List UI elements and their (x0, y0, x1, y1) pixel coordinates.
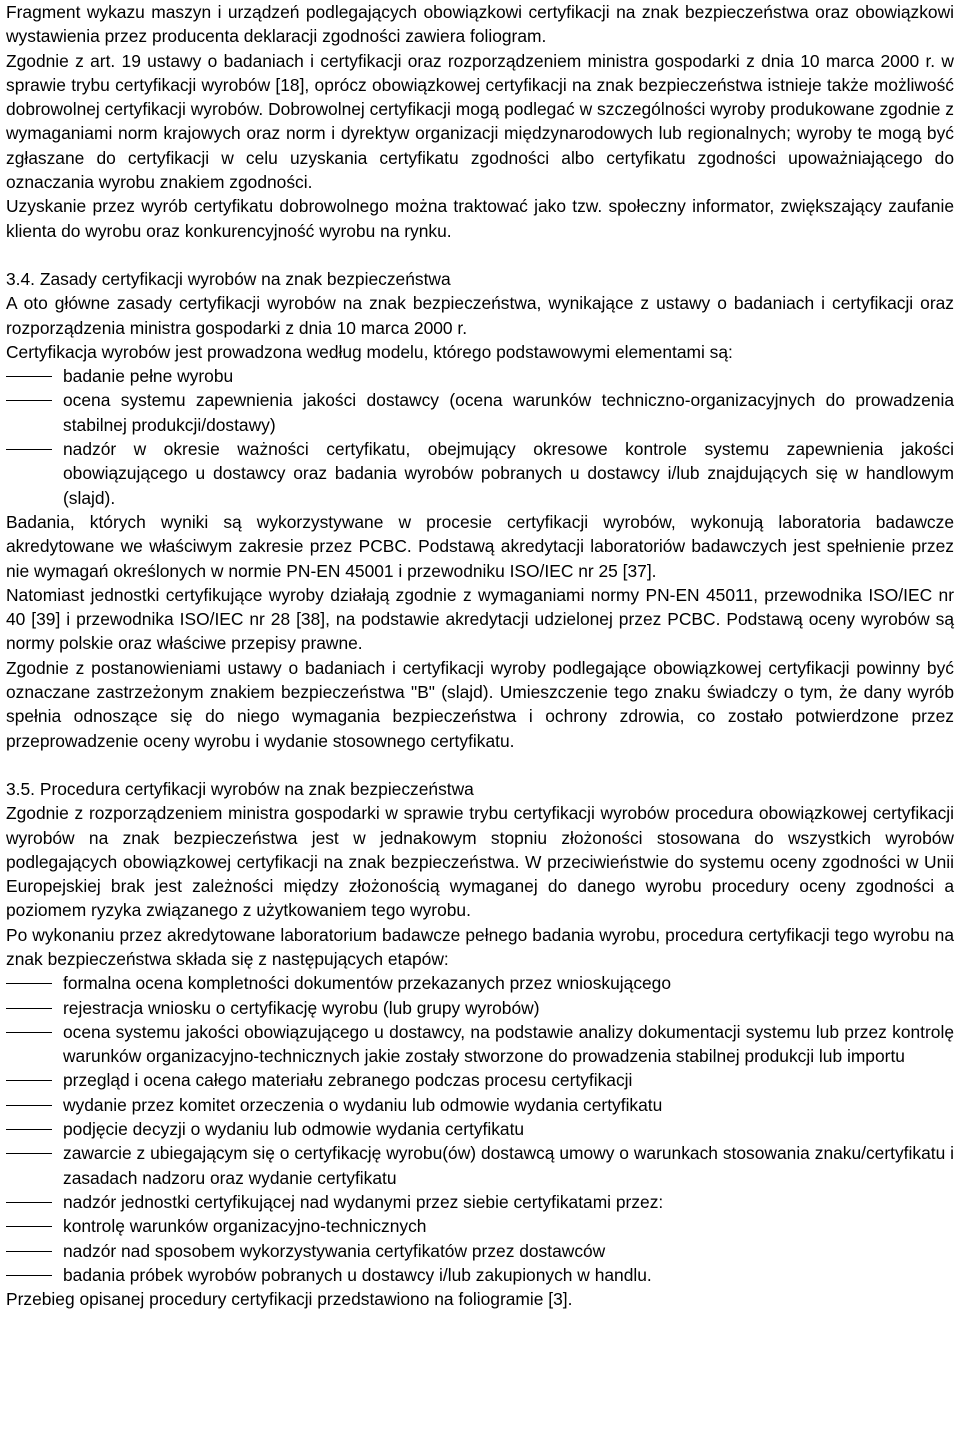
list-item-text: nadzór nad sposobem wykorzystywania certyfikatów przez dostawców (63, 1240, 606, 1261)
list-item-text: ocena systemu jakości obowiązującego u dostawcy, na podstawie analizy dokumentacji systemu lub przez kontrolę warunków organizacyjno-technicznych jakie zostały stworzone do prowadzenia stabilnej produkcji lub importu (63, 1021, 954, 1067)
list-item-text: ocena systemu zapewnienia jakości dostawcy (ocena warunków techniczno-organizacyjnych do prowadzenia stabilnej produkcji/dostawy) (63, 390, 954, 435)
paragraph-etapy: Po wykonaniu przez akredytowane laboratorium badawcze pełnego badania wyrobu, procedura certyfikacji tego wyrobu na znak bezpieczeństwa składa się z następujących etapów: (6, 924, 954, 969)
dash-bullet (6, 983, 52, 984)
paragraph-gap (6, 753, 954, 777)
list-item (6, 1117, 954, 1141)
dash-bullet (6, 1226, 52, 1227)
list-item-text: podjęcie decyzji o wydaniu lub odmowie wydania certyfikatu (63, 1119, 525, 1140)
list-item (6, 1093, 954, 1117)
list-item (6, 1141, 954, 1190)
paragraph-zasady: A oto główne zasady certyfikacji wyrobów na znak bezpieczeństwa, wynikające z ustawy o badaniach i certyfikacji oraz rozporządzenia ministra gospodarki z dnia 10 marca 2000 r. (6, 293, 954, 338)
model-elements-list (6, 364, 954, 510)
dash-bullet (6, 1032, 52, 1033)
list-item-text: nadzór w okresie ważności certyfikatu, obejmujący okresowe kontrole systemu zapewnienia jakości obowiązującego u dostawcy oraz badania wyrobów pobranych u dostawcy i/lub znajdujących się w handlowym (slajd). (63, 439, 954, 508)
dash-bullet (6, 1080, 52, 1081)
paragraph-foliogram: Przebieg opisanej procedury certyfikacji przedstawiono na foliogramie [3]. (6, 1289, 573, 1310)
list-item (6, 1263, 954, 1287)
list-item-text: rejestracja wniosku o certyfikację wyrobu (lub grupy wyrobów) (63, 997, 540, 1018)
dash-bullet (6, 1202, 52, 1203)
list-item-text: formalna ocena kompletności dokumentów przekazanych przez wnioskującego (63, 973, 672, 994)
dash-bullet (6, 1275, 52, 1276)
paragraph-intro: Fragment wykazu maszyn i urządzeń podlegających obowiązkowi certyfikacji na znak bezpieczeństwa oraz obowiązkowi wystawienia przez producenta deklaracji zgodności zawiera foliogram. (6, 2, 954, 47)
list-item (6, 388, 954, 437)
list-item-text: badanie pełne wyrobu (63, 366, 234, 387)
list-item (6, 1020, 954, 1069)
dash-bullet (6, 1105, 52, 1106)
document-page (6, 0, 954, 1311)
paragraph-art19: Zgodnie z art. 19 ustawy o badaniach i certyfikacji oraz rozporządzeniem ministra gospodarki z dnia 10 marca 2000 r. w sprawie trybu certyfikacji wyrobów [18], oprócz obowiązkowej certyfikacji na znak bezpieczeństwa istnieje także możliwość dobrowolnej certyfikacji wyrobów. Dobrowolnej certyfikacji mogą podlegać w szczególności wyroby produkowane zgodnie z wymaganiami norm krajowych oraz norm i dyrektyw organizacji międzynarodowych lub regionalnych; wyroby te mogą być zgłaszane do certyfikacji w celu uzyskania certyfikatu zgodności albo certyfikatu zgodności upoważniającego do oznaczania wyrobu znakiem zgodności. (6, 50, 954, 193)
paragraph-jednostki: Natomiast jednostki certyfikujące wyroby działają zgodnie z wymaganiami normy PN-EN 45011, przewodnika ISO/IEC nr 40 [39] i przewodnika ISO/IEC nr 28 [38], na podstawie akredytacji udzielonej przez PCBC. Podstawą oceny wyrobów są normy polskie oraz właściwe przepisy prawne. (6, 584, 954, 654)
list-item-text: wydanie przez komitet orzeczenia o wydaniu lub odmowie wydania certyfikatu (63, 1094, 663, 1115)
list-item (6, 1239, 954, 1263)
dash-bullet (6, 1251, 52, 1252)
procedure-steps-list (6, 971, 954, 1287)
list-item (6, 1214, 954, 1238)
paragraph-badania: Badania, których wyniki są wykorzystywane w procesie certyfikacji wyrobów, wykonują laboratoria badawcze akredytowane we właściwym zakresie przez PCBC. Podstawą akredytacji laboratoriów badawczych jest spełnienie przez nie wymagań określonych w normie PN-EN 45001 i przewodniku ISO/IEC nr 25 [37]. (6, 511, 954, 581)
paragraph-model: Certyfikacja wyrobów jest prowadzona według modelu, którego podstawowymi elementami są: (6, 341, 733, 362)
list-item (6, 971, 954, 995)
section-heading-3-5: 3.5. Procedura certyfikacji wyrobów na znak bezpieczeństwa (6, 778, 474, 799)
list-item-text: zawarcie z ubiegającym się o certyfikację wyrobu(ów) dostawcą umowy o warunkach stosowania znaku/certyfikatu i zasadach nadzoru oraz wydanie certyfikatu (63, 1143, 954, 1188)
dash-bullet (6, 1153, 52, 1154)
dash-bullet (6, 400, 52, 401)
paragraph-informator: Uzyskanie przez wyrób certyfikatu dobrowolnego można traktować jako tzw. społeczny informator, zwiększający zaufanie klienta do wyrobu oraz konkurencyjność wyrobu na rynku. (6, 196, 954, 241)
dash-bullet (6, 1129, 52, 1130)
list-item-text: przegląd i ocena całego materiału zebranego podczas procesu certyfikacji (63, 1070, 633, 1091)
list-item (6, 437, 954, 510)
list-item-text: badania próbek wyrobów pobranych u dostawcy i/lub zakupionych w handlu. (63, 1264, 652, 1285)
paragraph-znak: Zgodnie z postanowieniami ustawy o badaniach i certyfikacji wyroby podlegające obowiązkowej certyfikacji powinny być oznaczane zastrzeżonym znakiem bezpieczeństwa "B" (slajd). Umieszczenie tego znaku świadczy o tym, że dany wyrób spełnia odnoszące się do niego wymagania bezpieczeństwa i ochrony zdrowia, co zostało potwierdzone przez przeprowadzenie oceny wyrobu i wydanie stosownego certyfikatu. (6, 657, 954, 751)
dash-bullet (6, 449, 52, 450)
dash-bullet (6, 376, 52, 377)
list-item (6, 364, 954, 388)
section-heading-3-4: 3.4. Zasady certyfikacji wyrobów na znak bezpieczeństwa (6, 268, 451, 289)
list-item-text: kontrolę warunków organizacyjno-technicznych (63, 1216, 427, 1237)
list-item (6, 1068, 954, 1092)
paragraph-gap (6, 243, 954, 267)
paragraph-procedura: Zgodnie z rozporządzeniem ministra gospodarki w sprawie trybu certyfikacji wyrobów procedura obowiązkowej certyfikacji wyrobów na znak bezpieczeństwa jest w jednakowym stopniu złożoności stosowana do wszystkich wyrobów podlegających obowiązkowej certyfikacji na znak bezpieczeństwa. W przeciwieństwie do systemu oceny zgodności w Unii Europejskiej brak jest zależności między złożonością wymaganej do danego wyrobu procedury oceny zgodności a poziomem ryzyka związanego z użytkowaniem tego wyrobu. (6, 803, 954, 921)
list-item (6, 1190, 954, 1214)
list-item-text: nadzór jednostki certyfikującej nad wydanymi przez siebie certyfikatami przez: (63, 1191, 664, 1212)
list-item (6, 996, 954, 1020)
dash-bullet (6, 1008, 52, 1009)
